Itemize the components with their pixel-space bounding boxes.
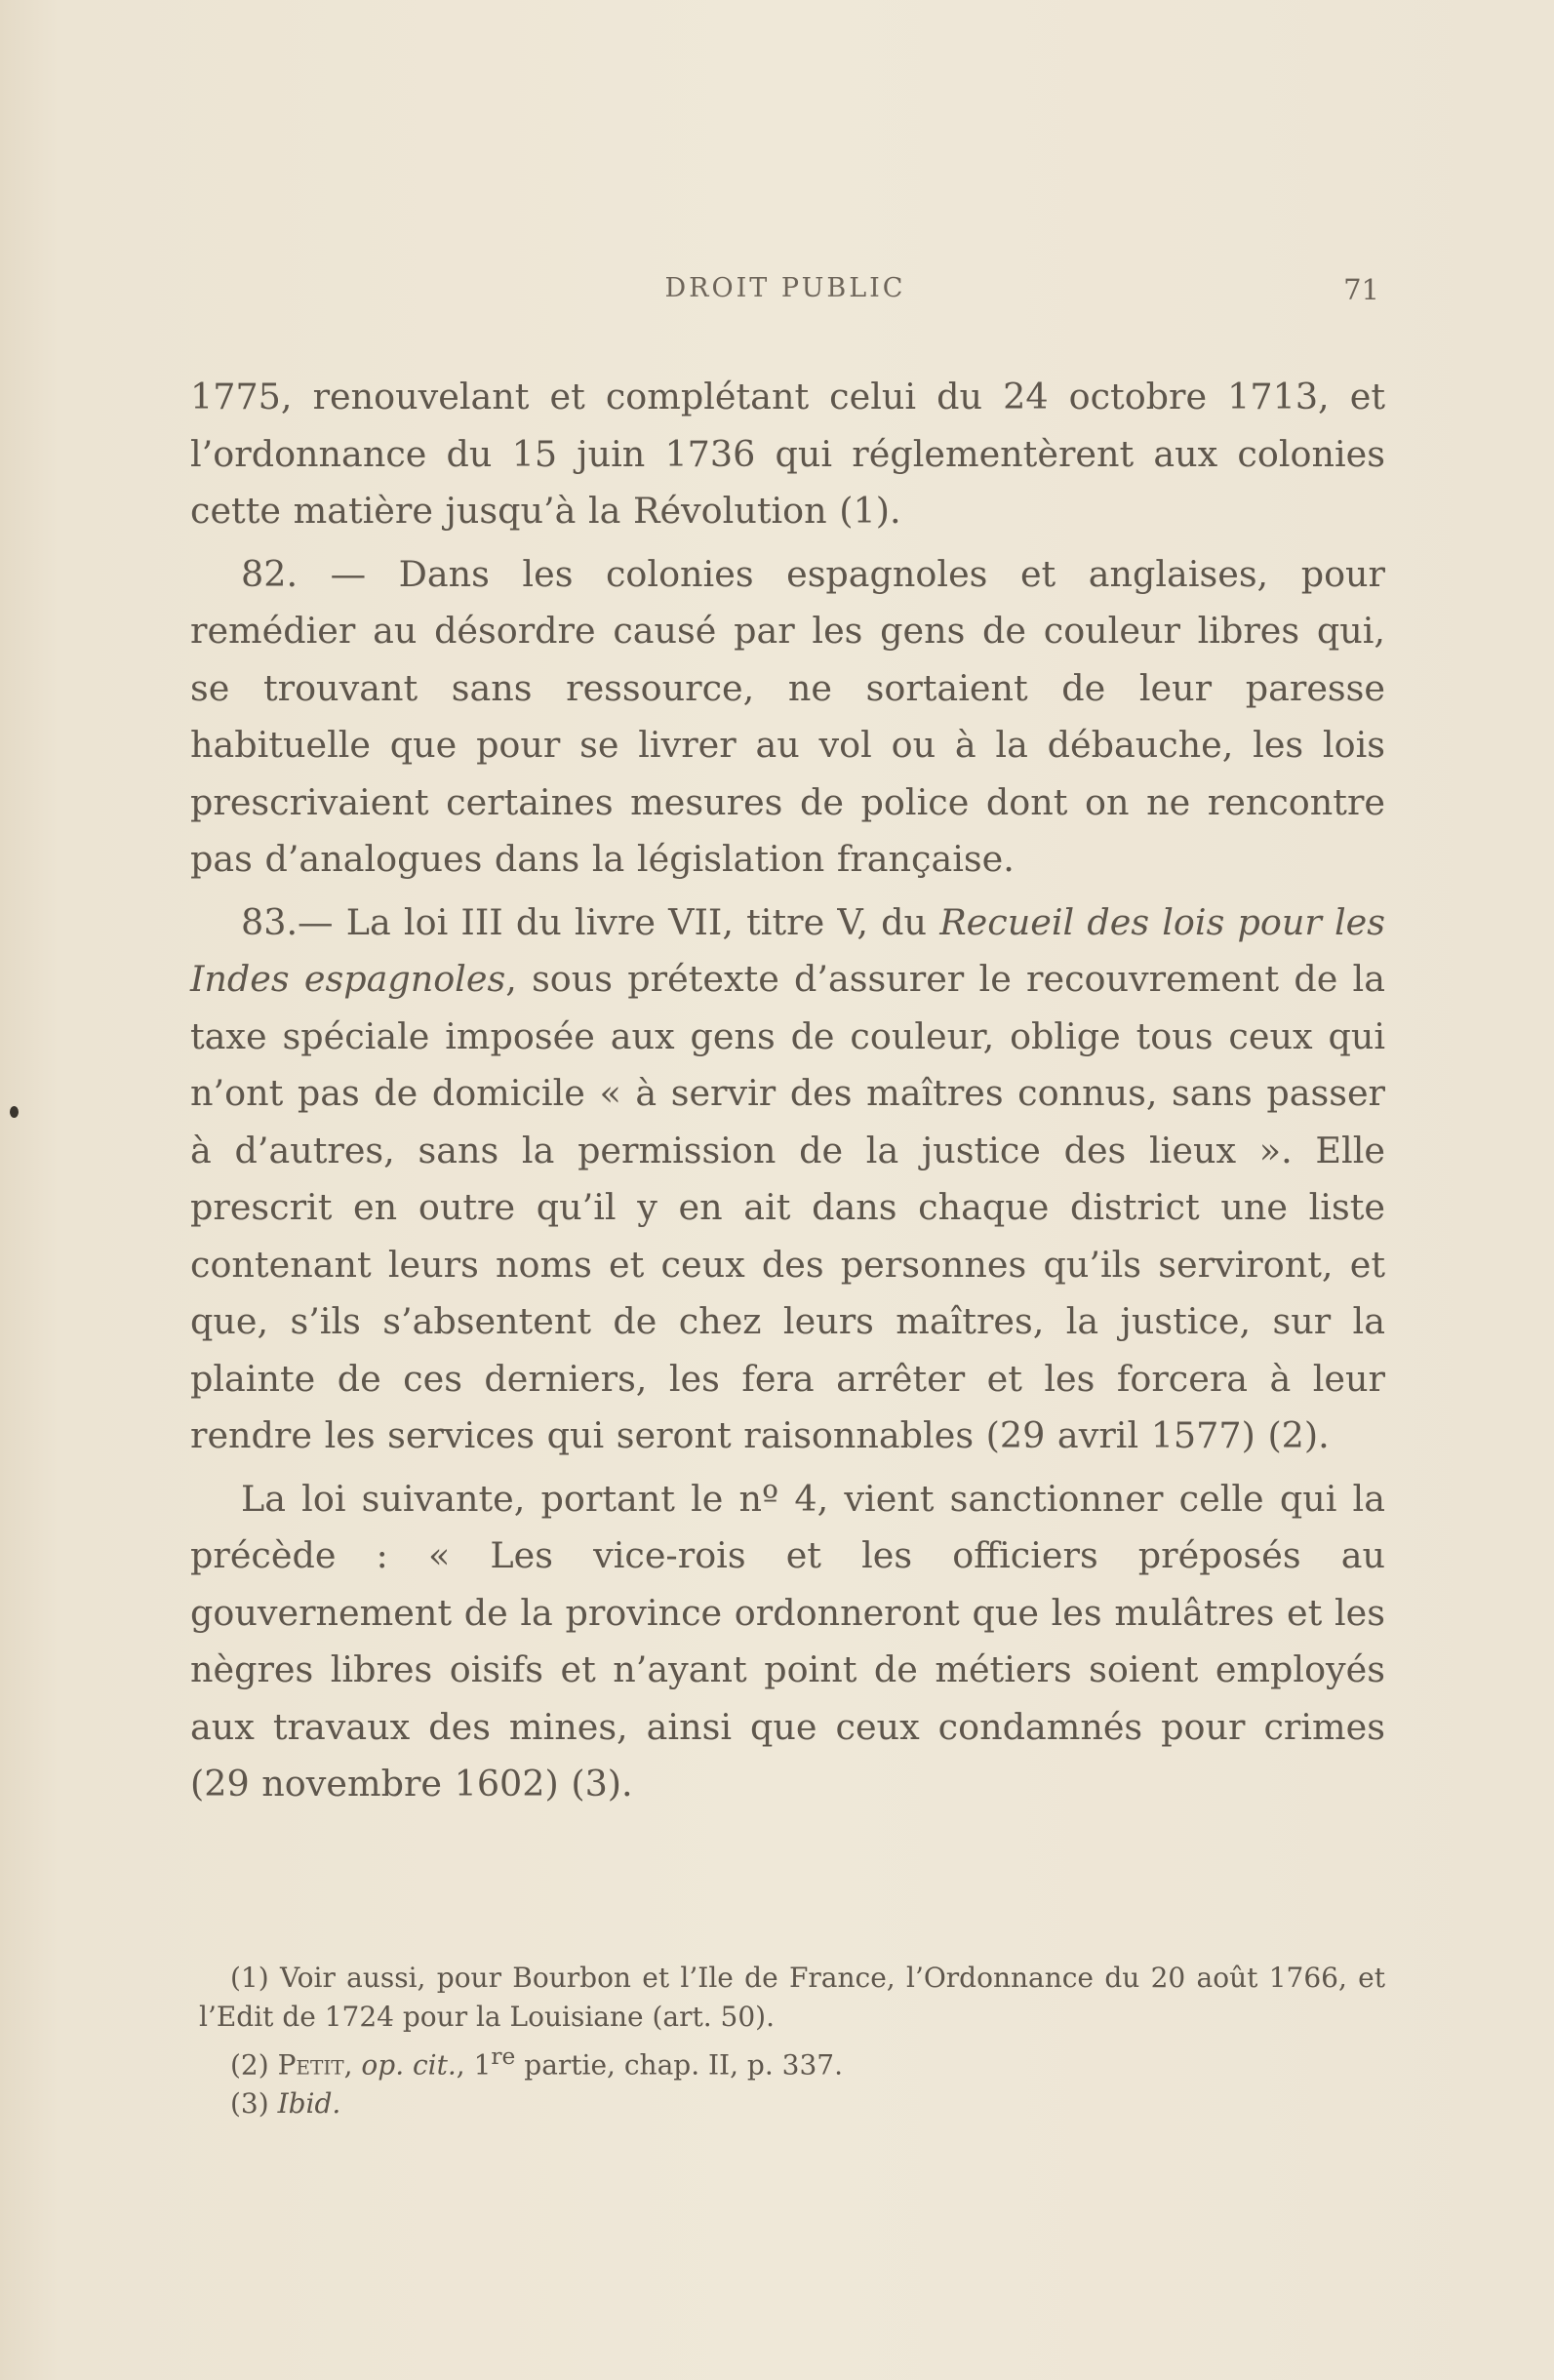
paragraph-loi-suivante: La loi suivante, portant le nº 4, vient sanctionner celle qui la précède : « Les vice-rois et les officiers préposés au gouvernement de la province ordonneront que les mulâtres et les nègres libres oisifs et n’ayant point de métiers soient employés aux travaux des mines, ainsi que ceux condamnés pour crimes (29 novembre 1602) (3). [190,1477,1385,1805]
running-head: DROIT PUBLIC [664,273,906,303]
paragraph-83-rest: , sous prétexte d’assurer le recouvrement de la taxe spéciale imposée aux gens de couleur, oblige tous ceux qui n’ont pas de domicile « à servir des maîtres connus, sans passer à d’autres, sans la permission de la justice des lieux ». Elle prescrit en outre qu’il y en ait dans chaque district une liste contenant leurs noms et ceux des personnes qu’ils serviront, et que, s’ils s’absentent de chez leurs maîtres, la justice, sur la plainte de ces derniers, les fera arrêter et les forcera à leur rendre les services qui seront raisonnables (29 avril 1577) (2). [190,958,1385,1456]
footnote-2-opcit: op. cit. [361,2048,457,2082]
page-number: 71 [1343,273,1379,306]
paragraph-82: 82. — Dans les colonies espagnoles et anglaises, pour remédier au désordre causé par les gens de couleur libres qui, se trouvant sans ressource, ne sortaient de leur paresse habituelle que pour se livrer au vol ou à la débauche, les lois prescrivaient certaines mesures de police dont on ne rencontre pas d’analogues dans la législation française. [190,552,1385,880]
footnote-2-num: (2) [230,2048,278,2082]
footnote-2-author: Petit [277,2048,344,2082]
paragraph-continuation: 1775, renouvelant et complétant celui du 24 octobre 1713, et l’ordonnance du 15 juin 1736 qui réglementèrent aux colonies cette matière jusqu’à la Révolution (1). [190,376,1385,532]
footnote-1: (1) Voir aussi, pour Bourbon et l’Ile de France, l’Ordonnance du 20 août 1766, et l’Edit de 1724 pour la Louisiane (art. 50). [199,1962,1385,2033]
footnote-2 [199,2037,1385,2084]
recueil-title: Recueil des lois pour les Indes espagnoles [190,900,1385,1000]
paragraph-83-lead: 83.— La loi III du livre VII, titre V, du [241,900,940,943]
paragraph-83 [190,894,1385,1465]
body-text [190,369,1385,1819]
ink-spot [10,1106,19,1118]
page-header [185,269,1385,308]
footnote-2-sep: , [343,2048,362,2082]
footnote-2-part-num: , 1 [456,2048,492,2082]
footnote-2-part-sup: re [491,2043,516,2070]
footnotes [199,1959,1385,2123]
footnote-3 [199,2084,1385,2123]
footnote-2-rest: partie, chap. II, p. 337. [515,2048,843,2082]
footnote-3-num: (3) [230,2087,278,2121]
footnote-3-ibid: Ibid. [277,2087,341,2121]
